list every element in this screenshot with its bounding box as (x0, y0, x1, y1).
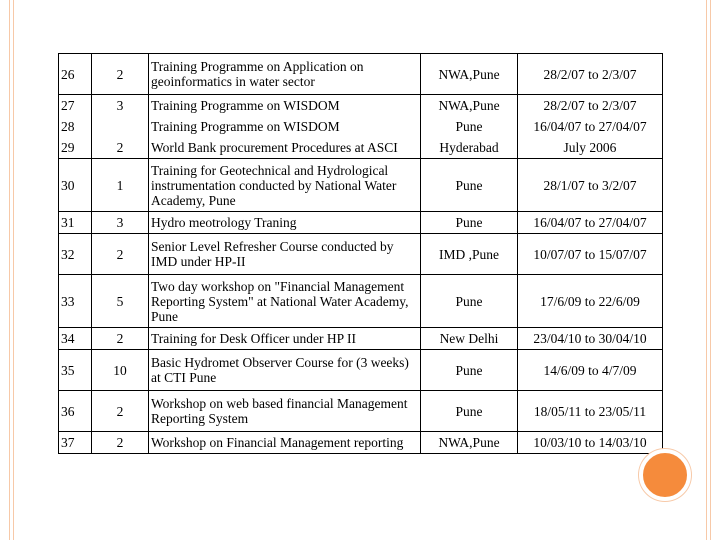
venue: NWA,Pune (421, 54, 518, 95)
programme-name: Workshop on web based financial Management Reporting System (149, 391, 421, 432)
participant-count: 5 (92, 275, 149, 328)
date-range: July 2006 (518, 137, 663, 159)
participant-count: 2 (92, 432, 149, 454)
date-range: 10/03/10 to 14/03/10 (518, 432, 663, 454)
date-range: 28/2/07 to 2/3/07 (518, 95, 663, 117)
venue: Pune (421, 391, 518, 432)
programme-name: World Bank procurement Procedures at ASCI (149, 137, 421, 159)
participant-count: 2 (92, 54, 149, 95)
row-number: 28 (59, 116, 92, 137)
participant-count: 3 (92, 95, 149, 117)
row-number: 37 (59, 432, 92, 454)
table-row (59, 391, 663, 432)
participant-count: 2 (92, 137, 149, 159)
programme-name: Workshop on Financial Management reporting (149, 432, 421, 454)
venue: NWA,Pune (421, 95, 518, 117)
table-row (59, 95, 663, 117)
date-range: 17/6/09 to 22/6/09 (518, 275, 663, 328)
programme-name: Training for Geotechnical and Hydrological instrumentation conducted by National Water Academy, Pune (149, 159, 421, 212)
slide-accent-circle (639, 449, 691, 501)
table-row (59, 328, 663, 350)
programme-name: Training Programme on Application on geoinformatics in water sector (149, 54, 421, 95)
programme-name: Training Programme on WISDOM (149, 116, 421, 137)
row-number: 33 (59, 275, 92, 328)
row-number: 34 (59, 328, 92, 350)
row-number: 31 (59, 212, 92, 234)
participant-count: 2 (92, 391, 149, 432)
venue: Pune (421, 159, 518, 212)
date-range: 14/6/09 to 4/7/09 (518, 350, 663, 391)
frame-right-line-inner (710, 0, 711, 540)
date-range: 18/05/11 to 23/05/11 (518, 391, 663, 432)
frame-left-line (9, 0, 10, 540)
programme-name: Hydro meotrology Traning (149, 212, 421, 234)
date-range: 28/1/07 to 3/2/07 (518, 159, 663, 212)
programme-name: Senior Level Refresher Course conducted by IMD under HP-II (149, 234, 421, 275)
table-row (59, 432, 663, 454)
participant-count: 2 (92, 328, 149, 350)
row-number: 30 (59, 159, 92, 212)
participant-count (92, 116, 149, 137)
venue: Pune (421, 350, 518, 391)
participant-count: 2 (92, 234, 149, 275)
table-row (59, 137, 663, 159)
venue: Pune (421, 275, 518, 328)
programme-name: Training Programme on WISDOM (149, 95, 421, 117)
programme-name: Training for Desk Officer under HP II (149, 328, 421, 350)
date-range: 10/07/07 to 15/07/07 (518, 234, 663, 275)
row-number: 26 (59, 54, 92, 95)
programme-name: Two day workshop on "Financial Management Reporting System" at National Water Academy, Pune (149, 275, 421, 328)
date-range: 16/04/07 to 27/04/07 (518, 116, 663, 137)
row-number: 32 (59, 234, 92, 275)
venue: Pune (421, 116, 518, 137)
participant-count: 1 (92, 159, 149, 212)
row-number: 35 (59, 350, 92, 391)
table-row (59, 350, 663, 391)
participant-count: 10 (92, 350, 149, 391)
venue: Hyderabad (421, 137, 518, 159)
date-range: 16/04/07 to 27/04/07 (518, 212, 663, 234)
venue: IMD ,Pune (421, 234, 518, 275)
table-row (59, 159, 663, 212)
frame-left-line-inner (13, 0, 14, 540)
table-row (59, 116, 663, 137)
training-table (58, 53, 663, 454)
row-number: 27 (59, 95, 92, 117)
row-number: 36 (59, 391, 92, 432)
table-row (59, 234, 663, 275)
table-row (59, 212, 663, 234)
row-number: 29 (59, 137, 92, 159)
table-row (59, 54, 663, 95)
venue: NWA,Pune (421, 432, 518, 454)
date-range: 28/2/07 to 2/3/07 (518, 54, 663, 95)
table-row (59, 275, 663, 328)
venue: New Delhi (421, 328, 518, 350)
date-range: 23/04/10 to 30/04/10 (518, 328, 663, 350)
programme-name: Basic Hydromet Observer Course for (3 weeks) at CTI Pune (149, 350, 421, 391)
participant-count: 3 (92, 212, 149, 234)
venue: Pune (421, 212, 518, 234)
frame-right-line (706, 0, 707, 540)
